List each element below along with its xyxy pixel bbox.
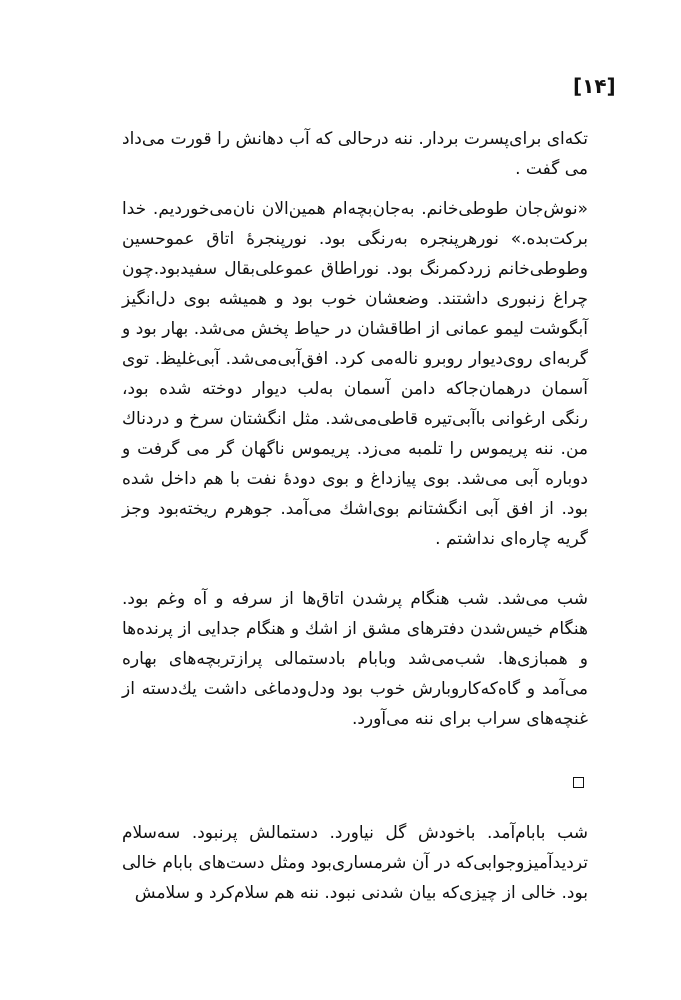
- paragraph-3: [122, 584, 588, 734]
- paragraph-text: تکه‌ای برای‌پسرت بردار. ننه درحالی که آب دهانش را قورت می‌داد می گفت .: [122, 129, 588, 179]
- paragraph-text: شب می‌شد. شب هنگام پرشدن اتاق‌ها از سرفه و آه وغم بود. هنگام خیس‌شدن دفترهای مشق از اشك و هنگام جدایی از پرنده‌ها و همبازی‌ها. شب‌می‌شد وبابام بادستمالی پرازتربچه‌های بهاره می‌آمد و گاه‌که‌کاروبارش خوب بود ودل‌ودماغی داشت یك‌دسته از غنچه‌های سراب برای ننه می‌آورد.: [122, 589, 588, 729]
- section-break-square-icon: [573, 777, 584, 788]
- paragraph-4: [122, 818, 588, 908]
- paragraph-1: [122, 124, 588, 184]
- paragraph-text: «نوش‌جان طوطی‌خانم. به‌جان‌بچه‌ام همین‌الان نان‌می‌خوردیم. خدا برکت‌بده.» نورهرپنجره به‌رنگی بود. نورپنجرهٔ اتاق عموحسین وطوطی‌خانم زردکمرنگ بود. نوراطاق عموعلی‌بقال سفیدبود.چون چراغ زنبوری داشتند. وضعشان خوب بود و همیشه بوی دل‌انگیز آبگوشت لیمو عمانی از اطاقشان در حیاط پخش می‌شد. بهار بود و گربه‌ای روی‌دیوار روبرو ناله‌می کرد. افق‌آبی‌می‌شد. آبی‌غلیظ. توی آسمان درهمان‌جاکه دامن آسمان به‌لب دیوار دوخته شده بود، رنگی ارغوانی باآبی‌تیره قاطی‌می‌شد. مثل انگشتان سرخ و دردناك من. ننه پریموس را تلمبه می‌زد. پریموس ناگهان گر می گرفت و دوباره آبی می‌شد. بوی پیازداغ و بوی دودهٔ نفت با هم داخل شده بود. از افق آبی انگشتانم بوی‌اشك می‌آمد. جوهرم ریخته‌بود وجز گریه چاره‌ای نداشتم .: [122, 199, 588, 549]
- paragraph-text: شب بابام‌آمد. باخودش گل نیاورد. دستمالش پرنبود. سه‌سلام تردیدآمیزوجوابی‌که در آن شرمساری‌بود ومثل دست‌های بابام خالی بود. خالی از چیزی‌که بیان شدنی نبود. ننه هم سلام‌کرد و سلامش: [122, 823, 588, 903]
- paragraph-2: [122, 194, 588, 554]
- page-number: [۱۴]: [573, 74, 616, 98]
